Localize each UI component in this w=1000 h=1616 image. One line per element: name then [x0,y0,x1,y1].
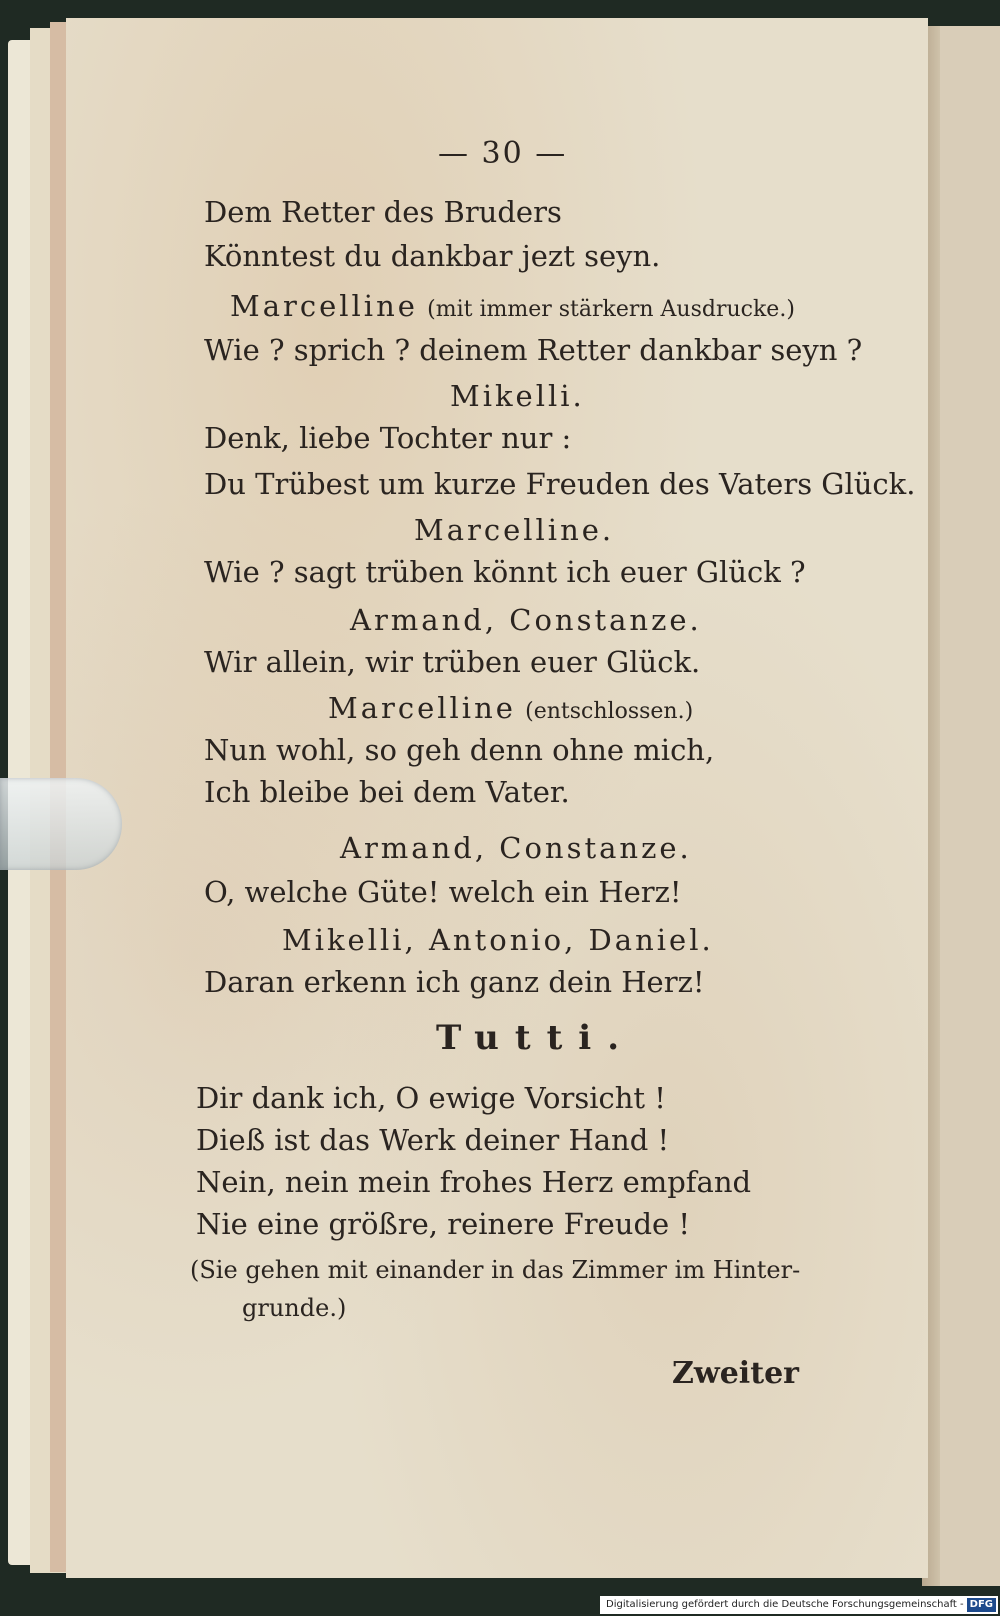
text-line: Wie ? sagt trüben könnt ich euer Glück ? [204,555,806,589]
text-line: Wie ? sprich ? deinem Retter dankbar seyn ? [204,333,863,367]
text-line: Nie eine größre, reinere Freude ! [196,1207,691,1241]
text-line: Nein, nein mein frohes Herz empfand [196,1165,752,1199]
text-line: Ich bleibe bei dem Vater. [204,775,570,809]
stage-direction: grunde.) [242,1294,347,1322]
book-clip [0,778,122,870]
text-line: Daran erkenn ich ganz dein Herz! [204,965,705,999]
text-line: Denk, liebe Tochter nur : [204,421,572,455]
speaker-line [328,690,693,730]
facing-page [930,26,1000,1586]
speaker-name: Marcelline [230,289,418,323]
page-text [66,18,928,1578]
speaker-name: Marcelline. [414,513,615,547]
stage-direction: (Sie gehen mit einander in das Zimmer im Hinter- [190,1256,801,1284]
text-line: O, welche Güte! welch ein Herz! [204,875,682,909]
stage-direction: (entschlossen.) [525,699,694,724]
text-line: Wir allein, wir trüben euer Glück. [204,645,701,679]
dfg-logo-icon: DFG [967,1598,996,1612]
text-line: Dir dank ich, O ewige Vorsicht ! [196,1081,666,1115]
text-line: Nun wohl, so geh denn ohne mich, [204,733,715,767]
catchword: Zweiter [672,1356,799,1391]
text-line: Könntest du dankbar jezt seyn. [204,239,661,273]
footer-text: Digitalisierung gefördert durch die Deutsche Forschungsgemeinschaft - [606,1599,964,1610]
stage-direction: (mit immer stärkern Ausdrucke.) [427,297,795,322]
text-line: Du Trübest um kurze Freuden des Vaters Glück. [204,467,916,501]
speaker-name: Armand, Constanze. [340,831,692,865]
text-line: Dem Retter des Bruders [204,195,562,229]
page-number: — 30 — [438,136,568,171]
book-page [66,18,928,1578]
text-line: Dieß ist das Werk deiner Hand ! [196,1123,670,1157]
speaker-name: Mikelli. [450,379,585,413]
speaker-name: Tutti. [436,1018,636,1058]
speaker-name: Marcelline [328,691,516,725]
digitization-footer [600,1596,998,1614]
speaker-line [230,288,795,328]
speaker-name: Mikelli, Antonio, Daniel. [282,923,714,957]
speaker-name: Armand, Constanze. [350,603,702,637]
